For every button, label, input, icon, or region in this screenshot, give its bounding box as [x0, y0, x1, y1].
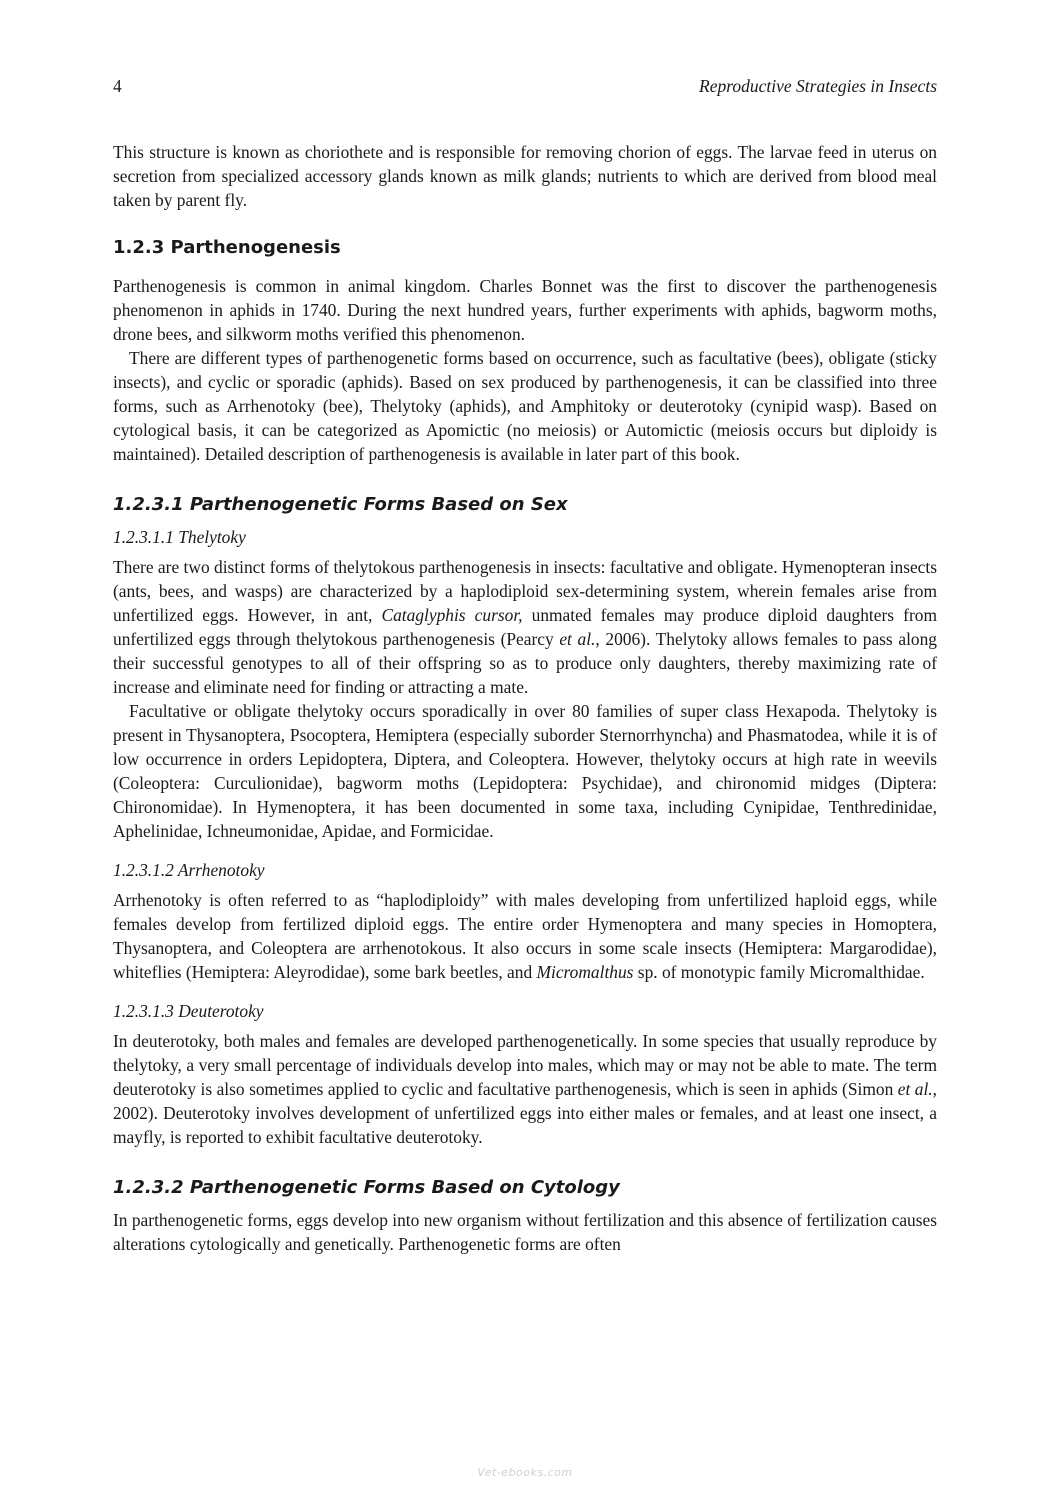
text-run: unmated females may produce diploid daughters from unfertilized eggs through thelytokous parthenogenesis (Pearcy [113, 605, 937, 649]
text-run: , 2002). Deuterotoky involves development of unfertilized eggs into either males or females, and at least one insect, a mayfly, is reported to exhibit facultative deuterotoky. [113, 1079, 937, 1147]
running-title: Reproductive Strategies in Insects [699, 76, 937, 96]
text-run: , 2006). Thelytoky allows females to pass along their successful genotypes to all of their offspring so as to produce only daughters, thereby maximizing rate of increase and eliminate need for finding or attracting a mate. [113, 629, 937, 697]
paragraph: There are different types of parthenogenetic forms based on occurrence, such as facultative (bees), obligate (sticky insects), and cyclic or sporadic (aphids). Based on sex produced by parthenogenesis, it can be classified into three forms, such as Arrhenotoky (bee), Thelytoky (aphids), and Amphitoky or deuterotoky (cynipid wasp). Based on cytological basis, it can be categorized as Apomictic (no meiosis) or Automictic (meiosis occurs but diploidy is maintained). Detailed description of parthenogenesis is available in later part of this book. [113, 348, 937, 464]
paragraph [113, 555, 937, 699]
section-heading-parthenogenesis: 1.2.3 Parthenogenesis [113, 237, 341, 258]
page-number: 4 [113, 76, 122, 96]
citation-etal: et al. [897, 1079, 933, 1099]
subsubsection-heading-arrhenotoky: 1.2.3.1.2 Arrhenotoky [113, 860, 265, 880]
page-body [113, 140, 937, 1256]
subsection-heading-forms-based-on-cytology: 1.2.3.2 Parthenogenetic Forms Based on Cytology [113, 1177, 620, 1198]
citation-etal: et al. [559, 629, 596, 649]
watermark: Vet-ebooks.com [477, 1466, 573, 1479]
intro-paragraph: This structure is known as choriothete and is responsible for removing chorion of eggs. The larvae feed in uterus on secretion from specialized accessory glands known as milk glands; nutrients to which are derived from blood meal taken by parent fly. [113, 142, 937, 210]
paragraph [113, 888, 937, 984]
text-run: Arrhenotoky is often referred to as “haplodiploidy” with males developing from unfertilized haploid eggs, while females develop from fertilized diploid eggs. The entire order Hymenoptera and many species in Homoptera, Thysanoptera, and Coleoptera are arrhenotokous. It also occurs in some scale insects (Hemiptera: Margarodidae), whiteflies (Hemiptera: Aleyrodidae), some bark beetles, and [113, 890, 937, 982]
running-header [113, 74, 937, 98]
paragraph [113, 1029, 937, 1149]
paragraph: Parthenogenesis is common in animal kingdom. Charles Bonnet was the first to discover the parthenogenesis phenomenon in aphids in 1740. During the next hundred years, further experiments with aphids, bagworm moths, drone bees, and silkworm moths verified this phenomenon. [113, 276, 937, 344]
subsubsection-heading-thelytoky: 1.2.3.1.1 Thelytoky [113, 527, 246, 547]
text-run: There are two distinct forms of thelytokous parthenogenesis in insects: facultative and obligate. Hymenopteran insects (ants, bees, and wasps) are characterized by a haplodiploid sex-determining system, wherein females arise from unfertilized eggs. However, in ant, [113, 557, 937, 625]
species-name: Cataglyphis cursor, [381, 605, 523, 625]
paragraph: Facultative or obligate thelytoky occurs sporadically in over 80 families of super class Hexapoda. Thelytoky is present in Thysanoptera, Psocoptera, Hemiptera (especially suborder Sternorrhyncha) and Phasmatodea, while it is of low occurrence in orders Lepidoptera, Diptera, and Coleoptera. However, thelytoky occurs at high rate in weevils (Coleoptera: Curculionidae), bagworm moths (Lepidoptera: Psychidae), and chironomid midges (Diptera: Chironomidae). In Hymenoptera, it has been documented in some taxa, including Cynipidae, Tenthredinidae, Aphelinidae, Ichneumonidae, Apidae, and Formicidae. [113, 701, 937, 841]
genus-name: Micromalthus [536, 962, 634, 982]
subsubsection-heading-deuterotoky: 1.2.3.1.3 Deuterotoky [113, 1001, 264, 1021]
subsection-heading-forms-based-on-sex: 1.2.3.1 Parthenogenetic Forms Based on Sex [113, 494, 568, 515]
paragraph: In parthenogenetic forms, eggs develop into new organism without fertilization and this absence of fertilization causes alterations cytologically and genetically. Parthenogenetic forms are often [113, 1210, 937, 1254]
text-run: In deuterotoky, both males and females are developed parthenogenetically. In some species that usually reproduce by thelytoky, a very small percentage of individuals develop into males, which may or may not be able to mate. The term deuterotoky is also sometimes applied to cyclic and facultative parthenogenesis, which is seen in aphids (Simon [113, 1031, 937, 1099]
text-run: sp. of monotypic family Micromalthidae. [633, 962, 925, 982]
